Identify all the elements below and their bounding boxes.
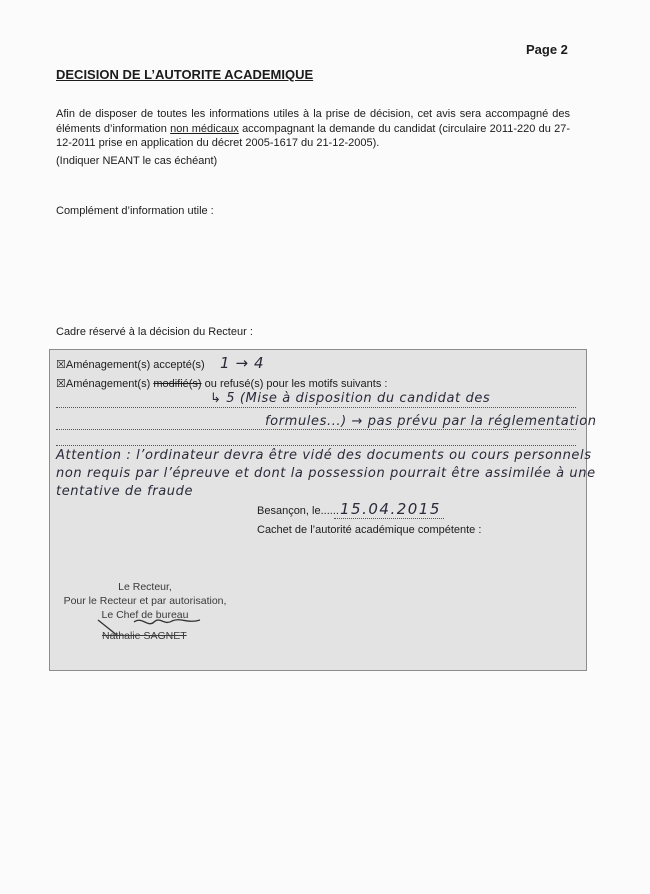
- dotted-line-3: [56, 444, 576, 446]
- handwritten-line-5: tentative de fraude: [56, 484, 194, 499]
- note-neant: (Indiquer NEANT le cas échéant): [56, 155, 218, 167]
- refused-struck: modifié(s): [153, 378, 202, 390]
- refused-prefix: Aménagement(s): [65, 378, 154, 390]
- accepted-label: Aménagement(s) accepté(s): [65, 359, 205, 371]
- intro-underlined: non médicaux: [170, 122, 239, 135]
- date-value: 15.04.2015: [340, 500, 441, 518]
- handwritten-line-2: formules...) → pas prévu par la réglementation: [265, 414, 597, 429]
- intro-paragraph: [56, 107, 570, 151]
- sign-line-1: Le Recteur,: [118, 581, 172, 593]
- accepted-checkbox-icon[interactable]: ☒: [56, 359, 66, 371]
- intro-text-2: accompagnant la demande du candidat (circulaire 2011-220 du 27-12-2011 prise en application du décret 2005-1617 du 21-12-2005).: [56, 122, 570, 149]
- cadre-label: Cadre réservé à la décision du Recteur :: [56, 326, 253, 338]
- decision-box: [49, 349, 597, 671]
- sign-line-2: Pour le Recteur et par autorisation,: [63, 595, 227, 607]
- refused-row: [56, 377, 387, 390]
- sign-line-3: Le Chef de bureau: [101, 609, 189, 621]
- accepted-value: 1 → 4: [220, 354, 265, 372]
- refused-suffix: ou refusé(s) pour les motifs suivants :: [201, 378, 388, 390]
- date-label: Besançon, le......: [257, 505, 339, 517]
- signer-name: Nathalie SAGNET: [102, 630, 187, 642]
- handwritten-line-1: ↳ 5 (Mise à disposition du candidat des: [210, 391, 491, 406]
- refused-checkbox-icon[interactable]: ☒: [56, 378, 66, 390]
- dotted-line-1: [56, 406, 576, 408]
- intro-text-1: Afin de disposer de toutes les informations utiles à la prise de décision, cet avis sera accompagné des éléments d’information: [56, 108, 570, 135]
- page-title: DECISION DE L’AUTORITE ACADEMIQUE: [56, 67, 314, 82]
- page-number: Page 2: [526, 42, 568, 57]
- accepted-row: [56, 358, 205, 371]
- date-dotted-line: [334, 517, 444, 519]
- handwritten-line-3: Attention : l’ordinateur devra être vidé des documents ou cours personnels: [56, 448, 592, 463]
- handwritten-line-4: non requis par l’épreuve et dont la possession pourrait être assimilée à une: [56, 466, 596, 481]
- complement-label: Complément d’information utile :: [56, 205, 214, 217]
- stamp-label: Cachet de l’autorité académique compétente :: [257, 524, 482, 536]
